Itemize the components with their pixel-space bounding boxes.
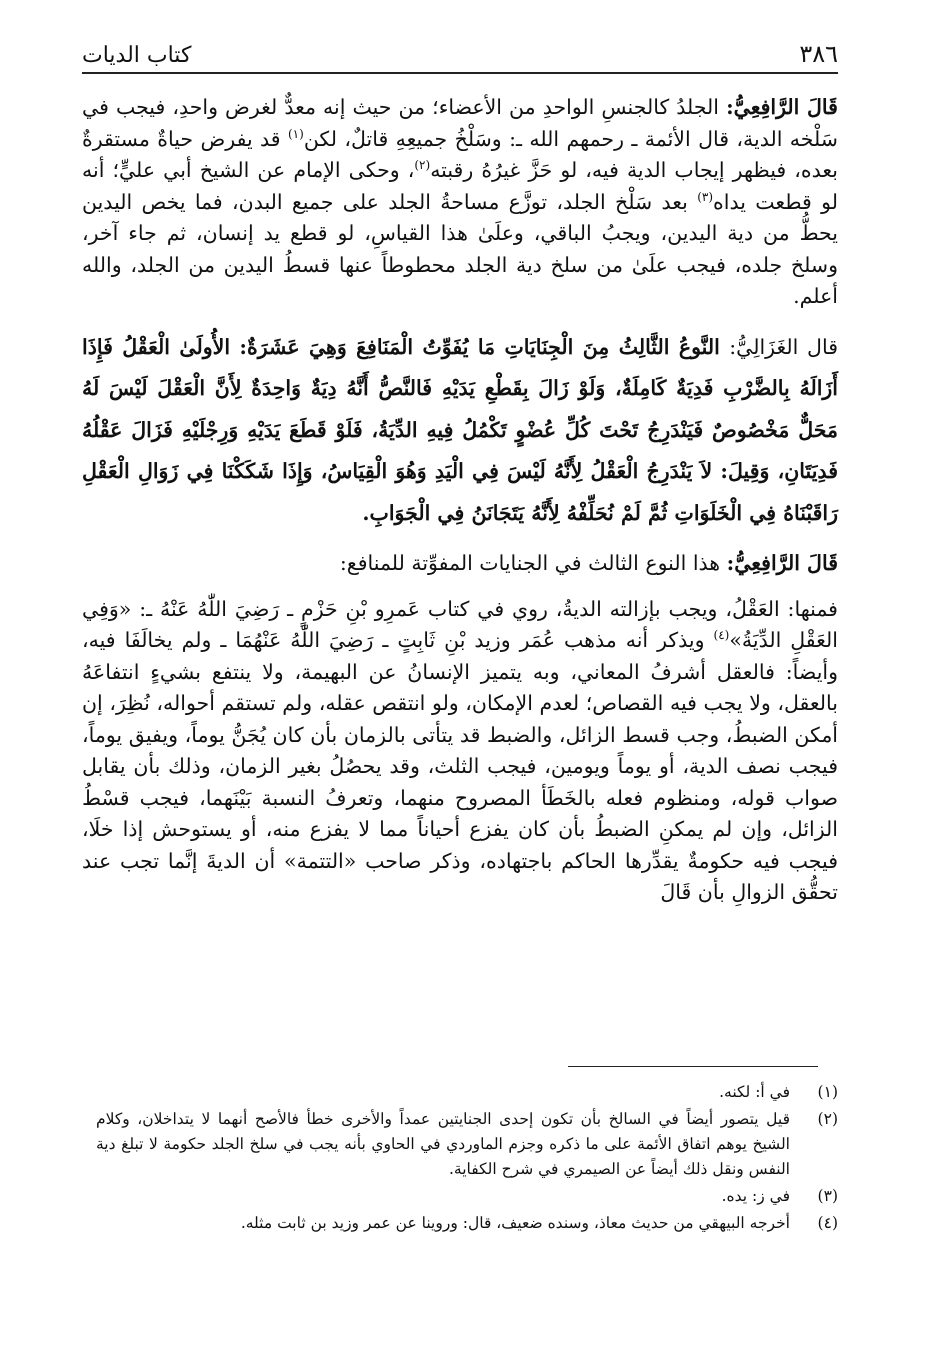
main-text-part-b: ويذكر أنه مذهب عُمَر وزيد بْنِ ثَابِتٍ ـ رَضِيَ اللّٰهُ عَنْهُمَا ـ ولم يخالَفَا فيه، وأيضاً: فالعقل أشرفُ المعاني، وبه يتميز الإنسانُ عن البهيمة، ولا ينتفع بشيءٍ انتفاعَهُ بالعقل، ولا يجب فيه القصاص؛ لعدم الإمكان، ولو انتقص عقله، ولم تستقم أحواله، نُظِرَ، إن أمكن الضبطُ، وجب قسط الزائل، والضبط قد يتأتى بالزمان بأن كان يُجَنُّ يوماً، ويفيق يوماً، فيجب نصف الدية، أو يوماً ويومين، فيجب الثلث، وقد يحصُلُ بغير الزمان، وذلك بأن يقابل صواب قوله، ومنظوم فعله بالخَطَأ المصروح منهما، وتعرفُ النسبة بَيْنَهما، فيجب قسْطُ الزائل، وإن لم يمكنِ الضبطُ بأن كان يفزع أحياناً مما لا يفزع منه، أو يستوحش إذا خلَا، فيجب فيه حكومةٌ يقدِّرها الحاكم باجتهاده، وذكر صاحب «التتمة» أن الديةَ إنَّما تجب عند تحقُّق الزوالِ بأن قَالَ xyxy=(82,628,838,904)
rafii-text-part-d: بعد سَلْخ الجلد، توزَّع مساحةُ الجلد على جميع البدن، فما يخص اليدين يحطُّ من دية اليدين، ويجبُ الباقي، وعلَىٰ هذا القياسِ، لو قطع يد إنسان، ثم جاء آخر، وسلخ جلده، فيجب علَىٰ من سلخ دية الجلد محطوطاً عنها قسطُ اليدين من الجلد، والله أعلم. xyxy=(82,189,838,308)
footnote-text: قيل يتصور أيضاً في السالخ بأن تكون إحدى الجنايتين عمداً والأخرى خطأ فالأصح أنهما لا يتداخلان، وكلام الشيخ يوهم اتفاق الأئمة على ما ذكره وجزم الماوردي في الحاوي بأنه يجب في سلخ الجلد حكومة لا تبلغ دية النفس ونقل ذلك أيضاً عن الصيمري في شرح الكفاية. xyxy=(96,1110,790,1178)
rafii-label-2: قَالَ الرَّافِعِيُّ: xyxy=(726,551,838,575)
main-explanation xyxy=(82,594,838,909)
footnote-ref-2[interactable]: (٢) xyxy=(414,158,431,173)
footnote-number: (٤) xyxy=(817,1214,838,1232)
ghazali-label: قال الغَزَالِيُّ: xyxy=(729,334,838,359)
footnote-ref-3[interactable]: (٣) xyxy=(697,189,714,204)
footnote-ref-4[interactable]: (٤) xyxy=(713,628,730,643)
rafii-label: قَالَ الرَّافِعِيُّ: xyxy=(726,95,838,119)
ghazali-matn xyxy=(82,327,838,535)
footnote-item xyxy=(96,1107,838,1182)
page-header xyxy=(82,30,838,74)
footnote-item xyxy=(96,1184,838,1209)
rafii-commentary-1 xyxy=(82,92,838,313)
main-text-part-a: فمنها: العَقْلُ، ويجب بإزالته الديةُ، روي في كتاب عَمرِو بْنِ حَزْمٍ ـ رَضِيَ اللّٰهُ عَنْهُ ـ: «وَفِي العَقْلِ الدِّيَةُ» xyxy=(82,596,838,652)
footnote-item xyxy=(96,1080,838,1105)
footnote-number: (١) xyxy=(817,1083,838,1101)
footnote-number: (٢) xyxy=(817,1110,838,1128)
rafii-text-part-b: قد يفرض حياةٌ مستقرةٌ بعده، فيظهر إيجاب الدية فيه، لو حَزَّ غيرُهُ رقبته xyxy=(82,126,838,182)
footnote-item xyxy=(96,1211,838,1236)
footnote-text: في ز: يده. xyxy=(721,1187,790,1205)
ghazali-text: النَّوعُ الثَّالِثُ مِنَ الْجِنَايَاتِ مَا يُفَوِّتُ الْمَنَافِعَ وَهِيَ عَشَرَةٌ: الأُولَىٰ الْعَقْلُ فَإِذَا أَزَالَهُ بِالضَّرْبِ فَدِيَةٌ كَامِلَةٌ، وَلَوْ زَالَ بِقَطْعِ يَدَيْهِ فَالنَّصُّ أَنَّهُ دِيَةٌ وَاحِدَةٌ لِأَنَّ الْعَقْلَ لَيْسَ لَهُ مَحَلٌّ مَخْصُوصٌ فَيَنْدَرِجُ تَحْتَ كُلِّ عُضْوٍ تَكْمُلُ فِيهِ الدِّيَةُ، فَلَوْ قَطَعَ يَدَيْهِ وَرِجْلَيْهِ فَزَالَ عَقْلُهُ فَدِيَتَانِ، وَقِيلَ: لاَ يَنْدَرِجُ الْعَقْلُ لِأَنَّهُ لَيْسَ فِي الْيَدِ وَهُوَ الْقِيَاسُ، وَإِذَا شَكَكْنَا فِي زَوَالِ الْعَقْلِ رَاقَبْنَاهُ فِي الْخَلَوَاتِ ثُمَّ لَمْ نُحَلِّفْهُ لِأَنَّهُ يَتَجَانَنُ فِي الْجَوَابِ. xyxy=(82,334,838,525)
rafii-intro-text: هذا النوع الثالث في الجنايات المفوِّتة للمنافع: xyxy=(339,551,721,575)
main-body xyxy=(82,92,838,909)
footnote-number: (٣) xyxy=(817,1187,838,1205)
footnote-ref-1[interactable]: (١) xyxy=(287,126,304,141)
rafii-commentary-2 xyxy=(82,548,838,580)
rafii-text-part-a: الجلدُ كالجنسِ الواحدِ من الأعضاء؛ من حيث إنه معدٌّ لغرض واحدِ، فيجب في سَلْخه الدية، قال الأئمة ـ رحمهم الله ـ: وسَلْخُ جميعِهِ قاتلٌ، لكن xyxy=(82,95,838,151)
page-number: ٣٨٦ xyxy=(799,40,838,68)
footnote-divider xyxy=(568,1066,818,1067)
footnote-text: في أ: لكنه. xyxy=(719,1083,790,1101)
footnote-text: أخرجه البيهقي من حديث معاذ، وسنده ضعيف، قال: وروينا عن عمر وزيد بن ثابت مثله. xyxy=(240,1214,790,1232)
footnotes xyxy=(96,1080,838,1238)
rafii-text-part-c: ، وحكى الإمام عن الشيخ أبي عليٍّ؛ أنه لو قطعت يداه xyxy=(82,158,838,214)
book-title: كتاب الديات xyxy=(82,43,192,68)
